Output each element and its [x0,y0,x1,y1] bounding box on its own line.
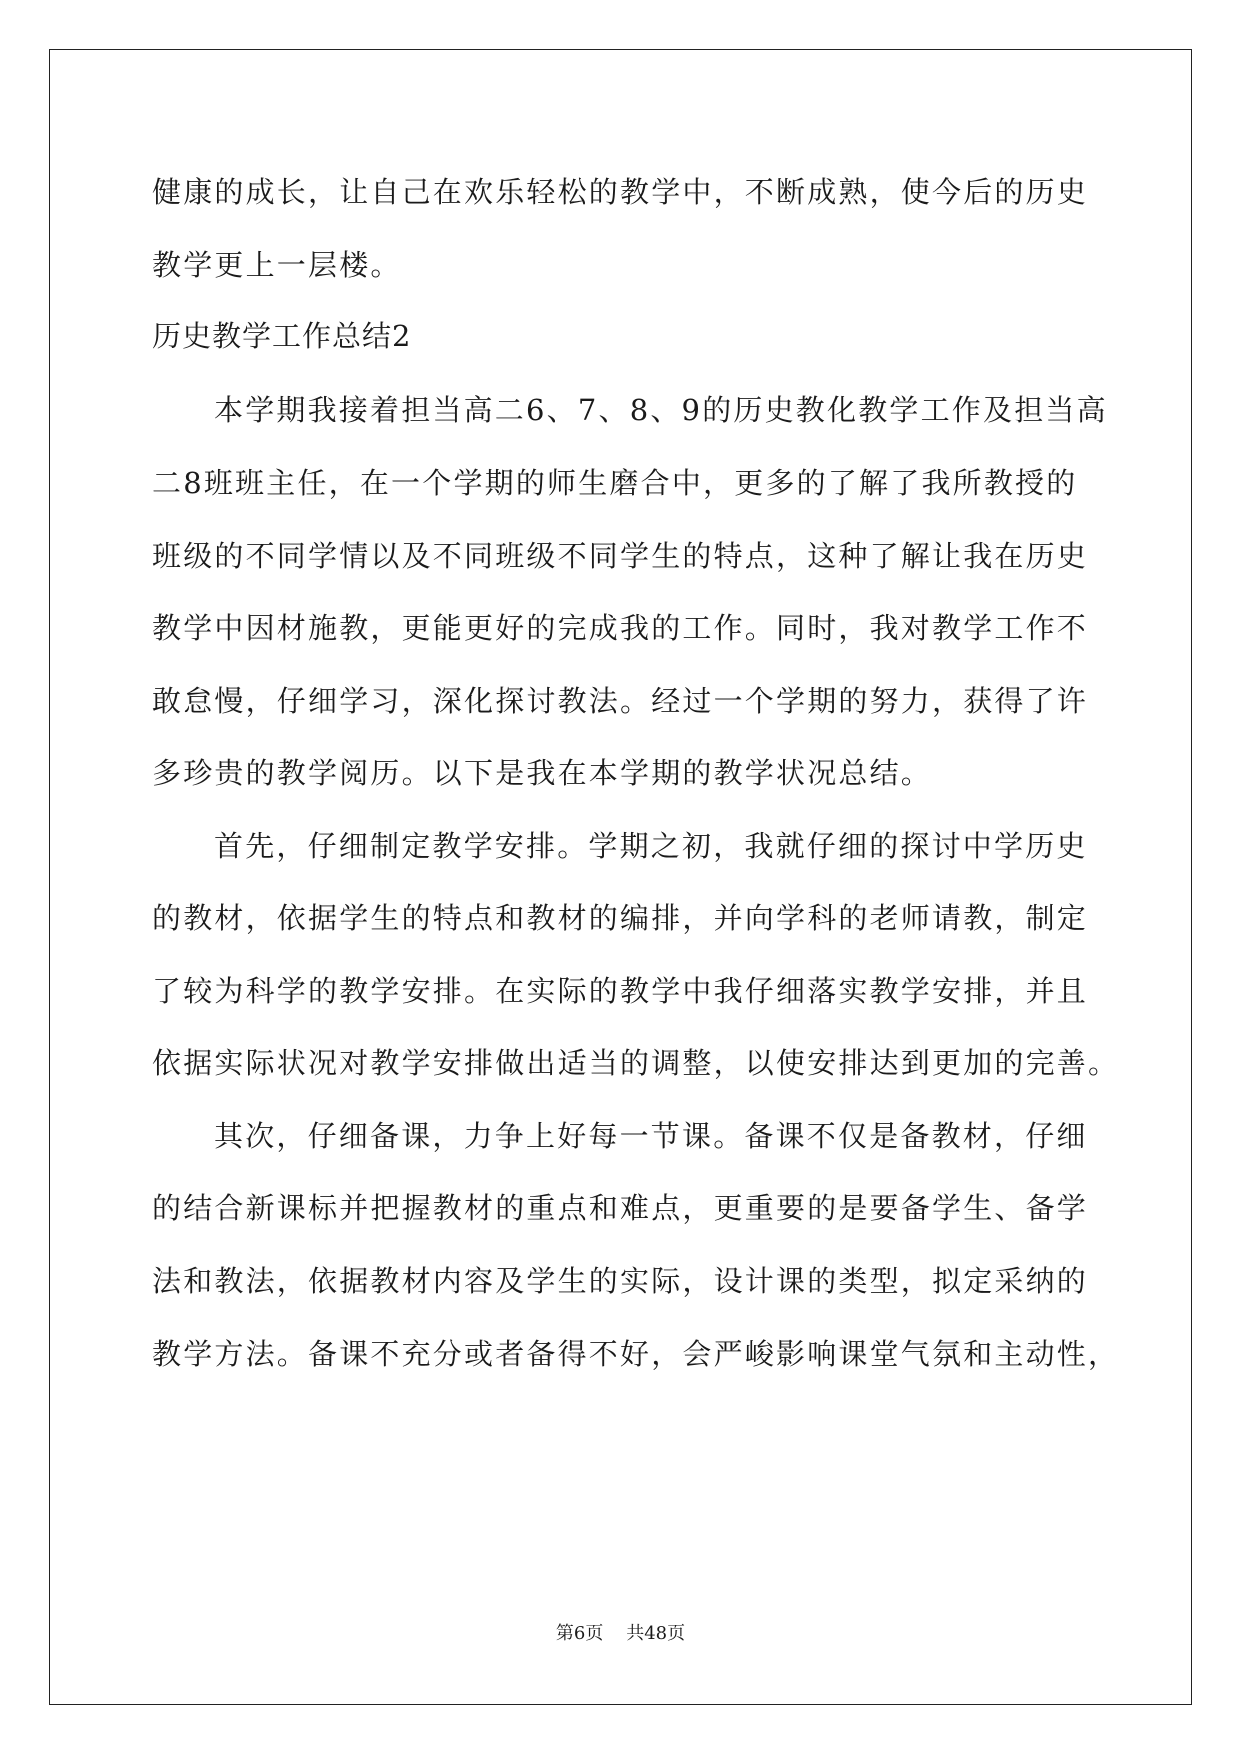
body-text-line: 二8班班主任，在一个学期的师生磨合中，更多的了解了我所教授的 [152,466,1078,500]
body-text-line: 班级的不同学情以及不同班级不同学生的特点，这种了解让我在历史 [152,539,1089,573]
body-text-line: 教学中因材施教，更能更好的完成我的工作。同时，我对教学工作不 [152,611,1089,645]
body-text-line: 的结合新课标并把握教材的重点和难点，更重要的是要备学生、备学 [152,1191,1089,1225]
body-text-line: 本学期我接着担当高二6、7、8、9的历史教化教学工作及担当高 [214,393,1108,427]
page-border [49,49,1192,1705]
page-number-footer: 第6页 共48页 [555,1623,686,1644]
body-text-line: 法和教法，依据教材内容及学生的实际，设计课的类型，拟定采纳的 [152,1264,1089,1298]
body-text-line: 了较为科学的教学安排。在实际的教学中我仔细落实教学安排，并且 [152,974,1089,1008]
body-text-line: 首先，仔细制定教学安排。学期之初，我就仔细的探讨中学历史 [214,829,1088,863]
body-text-line: 教学更上一层楼。 [152,248,402,282]
body-text-line: 其次，仔细备课，力争上好每一节课。备课不仅是备教材，仔细 [214,1119,1088,1153]
body-text-line: 敢怠慢，仔细学习，深化探讨教法。经过一个学期的努力，获得了许 [152,684,1089,718]
body-text-line: 依据实际状况对教学安排做出适当的调整，以使安排达到更加的完善。 [152,1046,1120,1080]
body-text-line: 多珍贵的教学阅历。以下是我在本学期的教学状况总结。 [152,756,933,790]
body-text-line: 健康的成长，让自己在欢乐轻松的教学中，不断成熟，使今后的历史 [152,175,1089,209]
body-text-line: 教学方法。备课不充分或者备得不好，会严峻影响课堂气氛和主动性， [152,1337,1120,1371]
section-heading: 历史教学工作总结2 [152,319,412,353]
body-text-line: 的教材，依据学生的特点和教材的编排，并向学科的老师请教，制定 [152,901,1089,935]
